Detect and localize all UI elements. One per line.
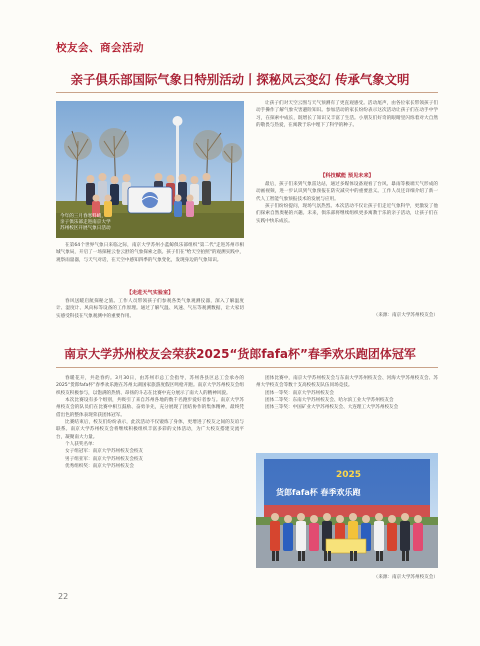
article1-left-col (56, 242, 244, 264)
section-header: 校友会、商会活动 (56, 42, 144, 54)
paragraph: 让孩子们对天空云图与天气预测有了更直观感受。活动尾声，由各位家长带领孩子们动手操作了解气象灾害避险知识。参加活动的家长纷纷表示这次活动让孩子们在动手中学习，在探索中成长，既增长了知识又丰富了生活。小朋友们好奇的眼睛里闪烁着对大自然的敬畏与热爱，在寓教于乐中埋下了科学的种子。 (256, 101, 438, 129)
paragraph: 团体一等奖：南京大学苏州校友会 (265, 390, 334, 396)
paragraph: 团体二等奖：东南大学苏州校友会、哈尔滨工业大学苏州校友会 (265, 398, 394, 404)
article1-left-subhead: 【走进天气实验室】 (126, 290, 174, 296)
paragraph: 春暖花开，共赴春约。3月30日，由苏州市总工会指导，苏州各县区总工会承办的2025“货郎fafa杯”春季欢乐跑在苏州太湖国家旅游度假区鸣枪开跑。南京大学苏州校友会组织校友积极参与，以饱满的热情、昂扬的斗志在比赛中充分展示了南大人的精神风貌。 (56, 376, 244, 396)
article1-signature: （来源：南京大学苏州校友会） (373, 313, 438, 318)
paragraph: 团体比赛中，南京大学苏州校友会与东南大学苏州校友会、河海大学苏州校友会、苏州大学校友会等数十支高校校友队伍同场竞技。 (256, 376, 438, 389)
article1-title: 亲子俱乐部国际气象日特别活动丨探秘风云变幻 传承气象文明 (70, 72, 410, 87)
article2-title: 南京大学苏州校友会荣获2025“货郎fafa杯”春季欢乐跑团体冠军 (64, 347, 416, 361)
paragraph: 最后，孩子们来到气象雷达站，通过多媒体设备观看了台风、暴雨等极端天气形成的动画视频，进一步认识到气象预报在防灾减灾中的重要意义。工作人员还详细介绍了新一代人工智能气象预报技术的发展与应用。 (256, 182, 438, 202)
page-number: 22 (58, 592, 69, 601)
paragraph: 个人获奖名单： (65, 442, 98, 448)
paragraph: 在第64个世界气象日来临之际，南京大学苏州小蓝鲸俱乐部组织"第二代"走进苏州市相城气象局，开启了一场探秘云卷云舒的气象探索之旅。孩子们在"给天空拍照"的观测实践中，观察雨量器，与天气对话，在天空中感知四季的气象变化，发现身边的气象知识。 (56, 243, 244, 263)
article1-right-subhead: 【科技赋能 预见未来】 (320, 173, 374, 179)
title-rule-2 (56, 367, 438, 368)
article2-signature: （来源：南京大学苏州校友会） (373, 575, 438, 580)
article2-left-col (56, 375, 244, 470)
paragraph: 本次比赛设有多个组别，共吸引了来自苏州各地的数千名跑步爱好者参与。南京大学苏州校友会的队员们在比赛中相互鼓励、奋勇争先，充分展现了团结协作的集体精神，最终凭借出色的整体表现荣获团体冠军。 (56, 398, 244, 418)
title-rule (56, 92, 438, 93)
team-photo-image (256, 453, 438, 568)
banner-text: 货郎fafa杯 春季欢乐跑 (276, 488, 361, 497)
paragraph: 团体三等奖：中国矿业大学苏州校友会、大连理工大学苏州校友会 (265, 405, 399, 411)
article1-left-col-2 (56, 298, 244, 320)
photo-caption (60, 214, 140, 232)
article2-right-col (256, 375, 438, 412)
caption-line: 今年的三月春寒料峭， (60, 214, 106, 219)
article1-right-col-2 (256, 181, 438, 225)
article2-team-photo (256, 453, 438, 568)
paragraph: 孩子们纷纷提问，现场气氛热烈。本次活动不仅让孩子们走近气象科学，更激发了他们探索自然奥秘的兴趣。未来，俱乐部将继续组织更多寓教于乐的亲子活动，让孩子们在实践中快乐成长。 (256, 204, 438, 224)
paragraph: 春风送暖启航探秘之旅。工作人员带领孩子们参观各类气象观测仪器，深入了解温度计、湿度计、风向标等设备的工作原理。通过了解气温、风速、气压等观测数据，让大家切实感受科技在气象观测中的重要作用。 (56, 299, 244, 319)
banner-year: 2025 (336, 470, 362, 480)
caption-line: 苏州校区开展气象日活动 (60, 226, 111, 231)
paragraph: 比赛结束后，校友们纷纷表示，此次活动不仅锻炼了身体，更增进了校友之间的友谊与联系。南京大学苏州校友会将继续积极组织丰富多彩的文体活动，为广大校友搭建交流平台，凝聚南大力量。 (56, 420, 244, 440)
caption-line: 亲子俱乐部走进南京大学 (60, 220, 111, 225)
paragraph: 优秀组织奖：南京大学苏州校友会 (65, 464, 134, 470)
paragraph: 男子组亚军：南京大学苏州校友会校友 (65, 456, 144, 462)
article1-right-col (256, 100, 438, 129)
paragraph: 女子组冠军：南京大学苏州校友会校友 (65, 449, 144, 455)
